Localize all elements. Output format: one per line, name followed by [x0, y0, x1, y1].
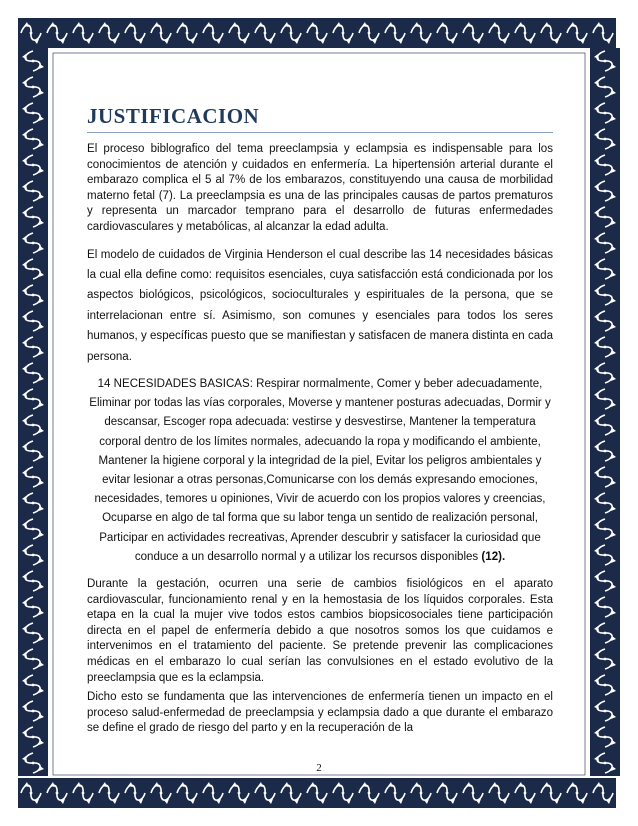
needs-list-text: 14 NECESIDADES BASICAS: Respirar normalmente, Comer y beber adecuadamente, Eliminar por todas las vías corporales, Moverse y mantener posturas adecuadas, Dormir y descansar, Escoger ropa adecuada: vestirse y desvestirse, Mantener la temperatura corporal dentro de los límites normales, adecuando la ropa y modificando el ambiente, Mantener la higiene corporal y la integridad de la piel, Evitar los peligros ambientales y evitar lesionar a otras personas,Comunicarse con los demás expresando emociones, necesidades, temores u opiniones, Vivir de acuerdo con los propios valores y creencias, Ocuparse en algo de tal forma que su labor tenga un sentido de realización personal, Participar en actividades recreativas, Aprender descubrir y satisfacer la curiosidad que conduce a un desarrollo normal y a utilizar los recursos disponibles	[89, 378, 551, 563]
document-page	[87, 104, 553, 737]
document-title: JUSTIFICACION	[87, 104, 553, 133]
page-number: 2	[316, 762, 322, 774]
paragraph-henderson-model: El modelo de cuidados de Virginia Henderson el cual describe las 14 necesidades básicas la cual ella define como: requisitos esenciales, cuya satisfacción está condicionada por los aspectos biológicos, psicológicos, socioculturales y espirituales de la persona, que se interrelacionan entre sí. Asimismo, son comunes y esenciales para todos los seres humanos, y específicas puesto que se manifiestan y satisfacen de manera distinta en cada persona.	[87, 248, 553, 363]
paragraph-14-needs	[87, 375, 553, 567]
paragraph-introduction: El proceso biblografico del tema preeclampsia y eclampsia es indispensable para los conocimientos de atención y cuidados en enfermería. La hipertensión arterial durante el embarazo complica el 5 al 7% de los embarazos, constituyendo una causa de morbilidad materno fetal (7). La preeclampsia es una de las principales causas de partos prematuros y representa un marcador temprano para el desarrollo de futuras enfermedades cardiovasculares y metabólicas, al alcanzar la edad adulta.	[87, 143, 553, 233]
paragraph-nursing-interventions: Dicho esto se fundamenta que las intervenciones de enfermería tienen un impacto en el proceso salud-enfermedad de preeclampsia y eclampsia dado a que durante el embarazo se define el grado de riesgo del parto y en la recuperación de la	[87, 691, 553, 735]
paragraph-gestation: Durante la gestación, ocurren una serie de cambios fisiológicos en el aparato cardiovascular, funcionamiento renal y en la hemostasia de los líquidos corporales. Esta etapa en la cual la mujer vive todos estos cambios biopsicosociales tiene participación directa en el papel de enfermería debido a que nosotros somos los que cuidamos e intervenimos en el tratamiento del paciente. Se pretende prevenir las complicaciones médicas en el embarazo lo cual serían las convulsiones en el estado evolutivo de la preeclampsia que es la eclampsia.	[87, 578, 553, 684]
citation: (12).	[481, 550, 506, 563]
